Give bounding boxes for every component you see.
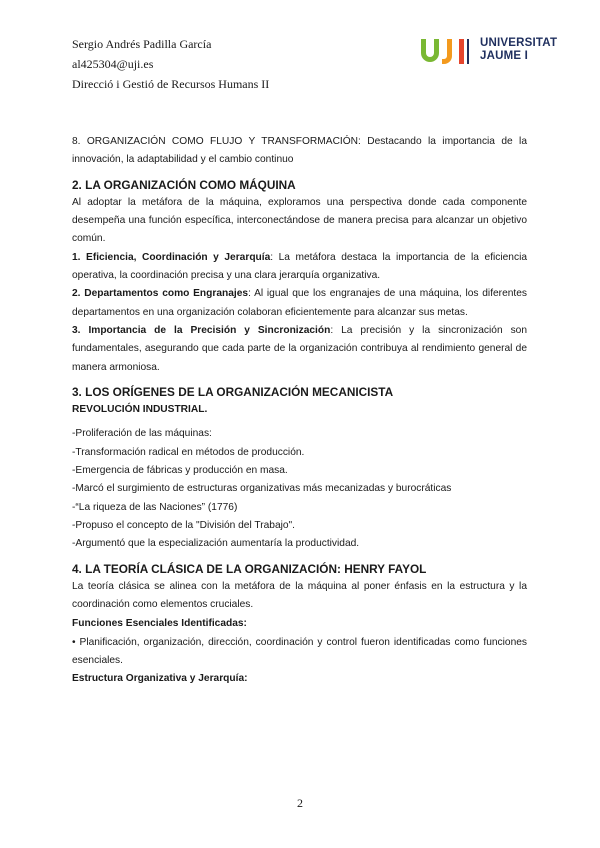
section-3-item: -Proliferación de las máquinas: (72, 428, 212, 440)
point-1-text: : La metáfora destaca la importancia de la eficiencia operativa, la coordinación precisa y una clara jerarquía organizativa. (72, 251, 527, 282)
logo-wordmark (480, 37, 557, 63)
section-3-heading: 3. LOS ORÍGENES DE LA ORGANIZACIÓN MECANICISTA (72, 384, 394, 399)
logo-bar (467, 39, 469, 64)
section-3-item: -Propuso el concepto de la "División del Trabajo". (72, 519, 295, 531)
section-3-item: -Argumentó que la especialización aumentaría la productividad. (72, 538, 360, 550)
section-2-intro: Al adoptar la metáfora de la máquina, exploramos una perspectiva donde cada componente desempeña una función específica, interconectándose de manera precisa para alcanzar un objetivo común. (72, 196, 527, 245)
point-3-text: : La precisión y la sincronización son fundamentales, asegurando que cada parte de la organización contribuya al rendimiento general de manera armoniosa. (72, 324, 528, 373)
logo-letter-j (442, 39, 452, 64)
section-2-heading: 2. LA ORGANIZACIÓN COMO MÁQUINA (72, 177, 296, 192)
section-4-bullet: • Planificación, organización, dirección, coordinación y control fueron identificadas como funciones esenciales. (72, 636, 527, 667)
author-email: al425304@uji.es (72, 57, 154, 71)
course-name: Direcció i Gestió de Recursos Humans II (72, 77, 270, 91)
section-3-item: -Marcó el surgimiento de estructuras organizativas más mecanizadas y burocráticas (72, 483, 452, 495)
logo-line-1: UNIVERSITAT (480, 37, 558, 49)
logo-letter-i (459, 39, 464, 64)
point-3-title: 3. Importancia de la Precisión y Sincronización (72, 324, 331, 336)
section-3-item: -Emergencia de fábricas y producción en masa. (72, 465, 288, 477)
point-2-text: : Al igual que los engranajes de una máquina, los diferentes departamentos en una organización colaboran eficientemente para alcanzar sus metas. (72, 288, 527, 318)
section-3-subheading: REVOLUCIÓN INDUSTRIAL. (72, 404, 208, 416)
document-body (72, 133, 527, 689)
section-4-intro: La teoría clásica se alinea con la metáfora de la máquina al poner énfasis en la estructura y la coordinación como elementos cruciales. (72, 580, 527, 611)
section-4-subheading-2: Estructura Organizativa y Jerarquía: (72, 673, 248, 685)
author-name: Sergio Andrés Padilla García (72, 37, 212, 51)
section-2-point-3 (72, 322, 527, 377)
section-2-point-2 (72, 285, 527, 322)
section-4-subheading-1: Funciones Esenciales Identificadas: (72, 618, 247, 630)
section-4-heading: 4. LA TEORÍA CLÁSICA DE LA ORGANIZACIÓN: HENRY FAYOL (72, 561, 427, 576)
logo-letter-u (421, 39, 439, 62)
university-logo (420, 36, 570, 68)
logo-line-2: JAUME I (480, 50, 529, 62)
intro-list-item: 8. ORGANIZACIÓN COMO FLUJO Y TRANSFORMACIÓN: Destacando la importancia de la innovación, la adaptabilidad y el cambio continuo (72, 136, 527, 166)
point-1-title: 1. Eficiencia, Coordinación y Jerarquía (72, 251, 271, 263)
page-number: 2 (297, 796, 303, 810)
section-2-point-1 (72, 249, 527, 286)
section-3-item: -Transformación radical en métodos de producción. (72, 446, 305, 458)
point-2-title: 2. Departamentos como Engranajes (72, 288, 249, 300)
uji-logo-mark (420, 36, 476, 66)
section-3-item: -“La riqueza de las Naciones” (1776) (72, 501, 238, 513)
